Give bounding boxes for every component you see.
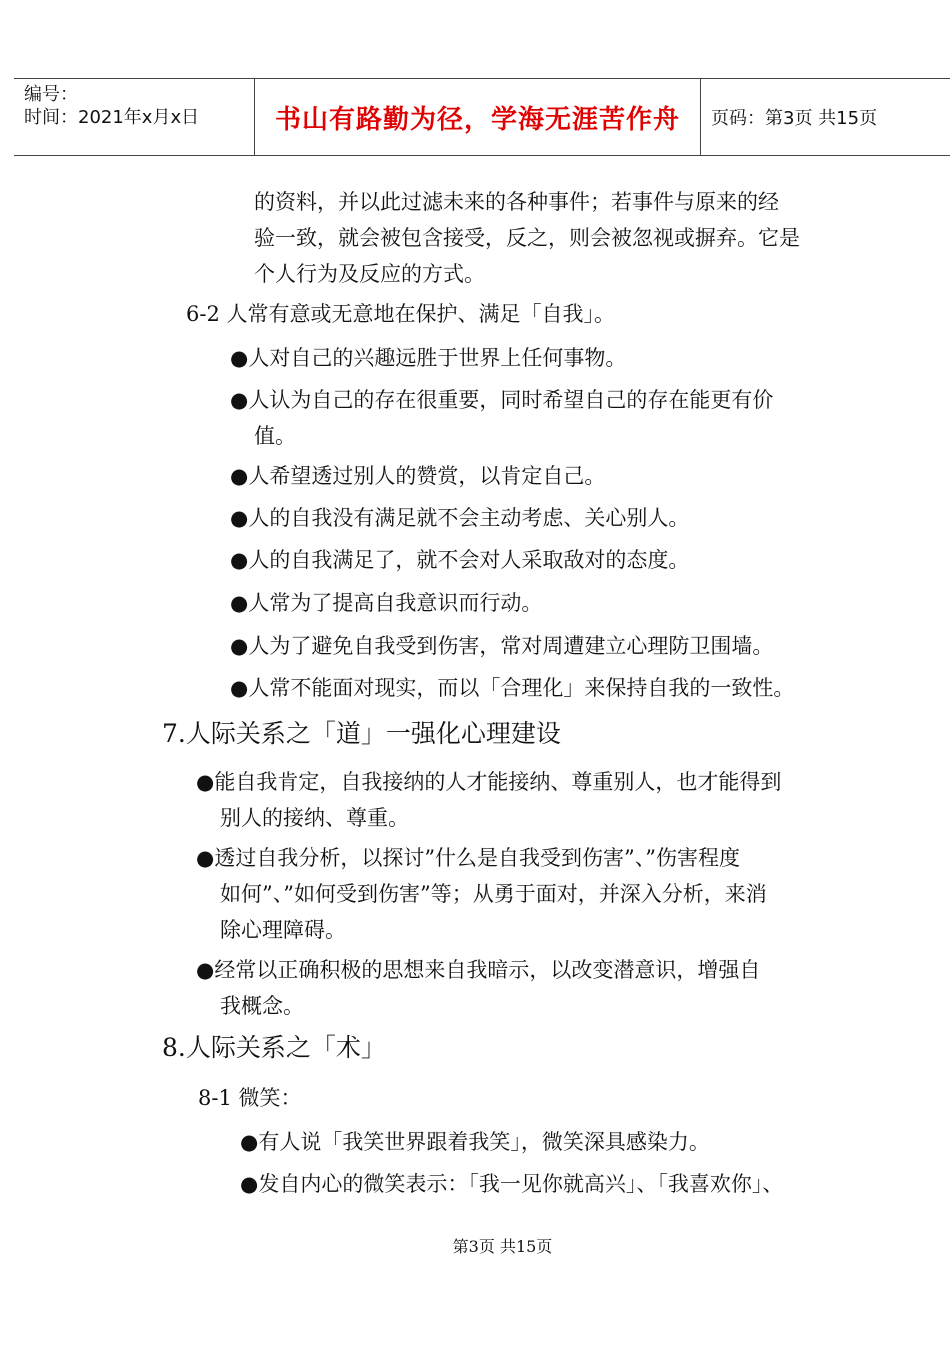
bullet-item-continuation: 如何”、”如何受到伤害”等；从勇于面对，并深入分析，来消 <box>220 882 767 906</box>
text-line: 个人行为及反应的方式。 <box>254 262 485 286</box>
page-header <box>14 78 950 156</box>
bullet-item: ●能自我肯定，自我接纳的人才能接纳、尊重别人，也才能得到 <box>196 770 782 794</box>
section-heading-7: 7.人际关系之「道」一强化心理建设 <box>162 719 561 748</box>
bullet-item: ●人希望透过别人的赞赏，以肯定自己。 <box>230 464 606 488</box>
bullet-item-continuation: 别人的接纳、尊重。 <box>220 806 409 830</box>
bullet-item-continuation: 除心理障碍。 <box>220 918 346 942</box>
section-heading-8: 8.人际关系之「术」 <box>162 1033 386 1062</box>
bullet-item: ●人为了避免自我受到伤害，常对周遭建立心理防卫围墙。 <box>230 634 774 658</box>
bullet-item: ●人的自我满足了，就不会对人采取敌对的态度。 <box>230 548 690 572</box>
text-line: 的资料，并以此过滤未来的各种事件；若事件与原来的经 <box>254 190 779 214</box>
bullet-item: ●发自内心的微笑表示：「我一见你就高兴」、「我喜欢你」、 <box>240 1172 784 1196</box>
subsection-heading-8-1: 8-1 微笑： <box>198 1086 302 1110</box>
bullet-item: ●人对自己的兴趣远胜于世界上任何事物。 <box>230 346 627 370</box>
bullet-item: ●人常为了提高自我意识而行动。 <box>230 591 543 615</box>
bullet-item-continuation: 我概念。 <box>220 994 304 1018</box>
header-page-number: 页码：第3页 共15页 <box>711 108 878 129</box>
header-meta <box>24 83 256 129</box>
document-number-label: 编号： <box>24 84 78 105</box>
bullet-item: ●人认为自己的存在很重要，同时希望自己的存在能更有价 <box>230 388 774 412</box>
bullet-item: ●透过自我分析，以探讨”什么是自我受到伤害”、”伤害程度 <box>196 846 741 870</box>
bullet-item-continuation: 值。 <box>254 424 296 448</box>
bullet-item: ●人常不能面对现实，而以「合理化」来保持自我的一致性。 <box>230 676 795 700</box>
subsection-heading-6-2: 6-2 人常有意或无意地在保护、满足「自我」。 <box>186 302 615 326</box>
bullet-item: ●有人说「我笑世界跟着我笑」，微笑深具感染力。 <box>240 1130 710 1154</box>
page-footer: 第3页 共15页 <box>452 1237 553 1256</box>
text-line: 验一致，就会被包含接受，反之，则会被忽视或摒弃。它是 <box>254 226 800 250</box>
document-time-label: 时间：2021年x月x日 <box>24 107 200 128</box>
header-motto: 书山有路勤为径，学海无涯苦作舟 <box>274 104 680 135</box>
header-divider <box>700 79 701 155</box>
bullet-item: ●经常以正确积极的思想来自我暗示，以改变潜意识，增强自 <box>196 958 761 982</box>
bullet-item: ●人的自我没有满足就不会主动考虑、关心别人。 <box>230 506 690 530</box>
